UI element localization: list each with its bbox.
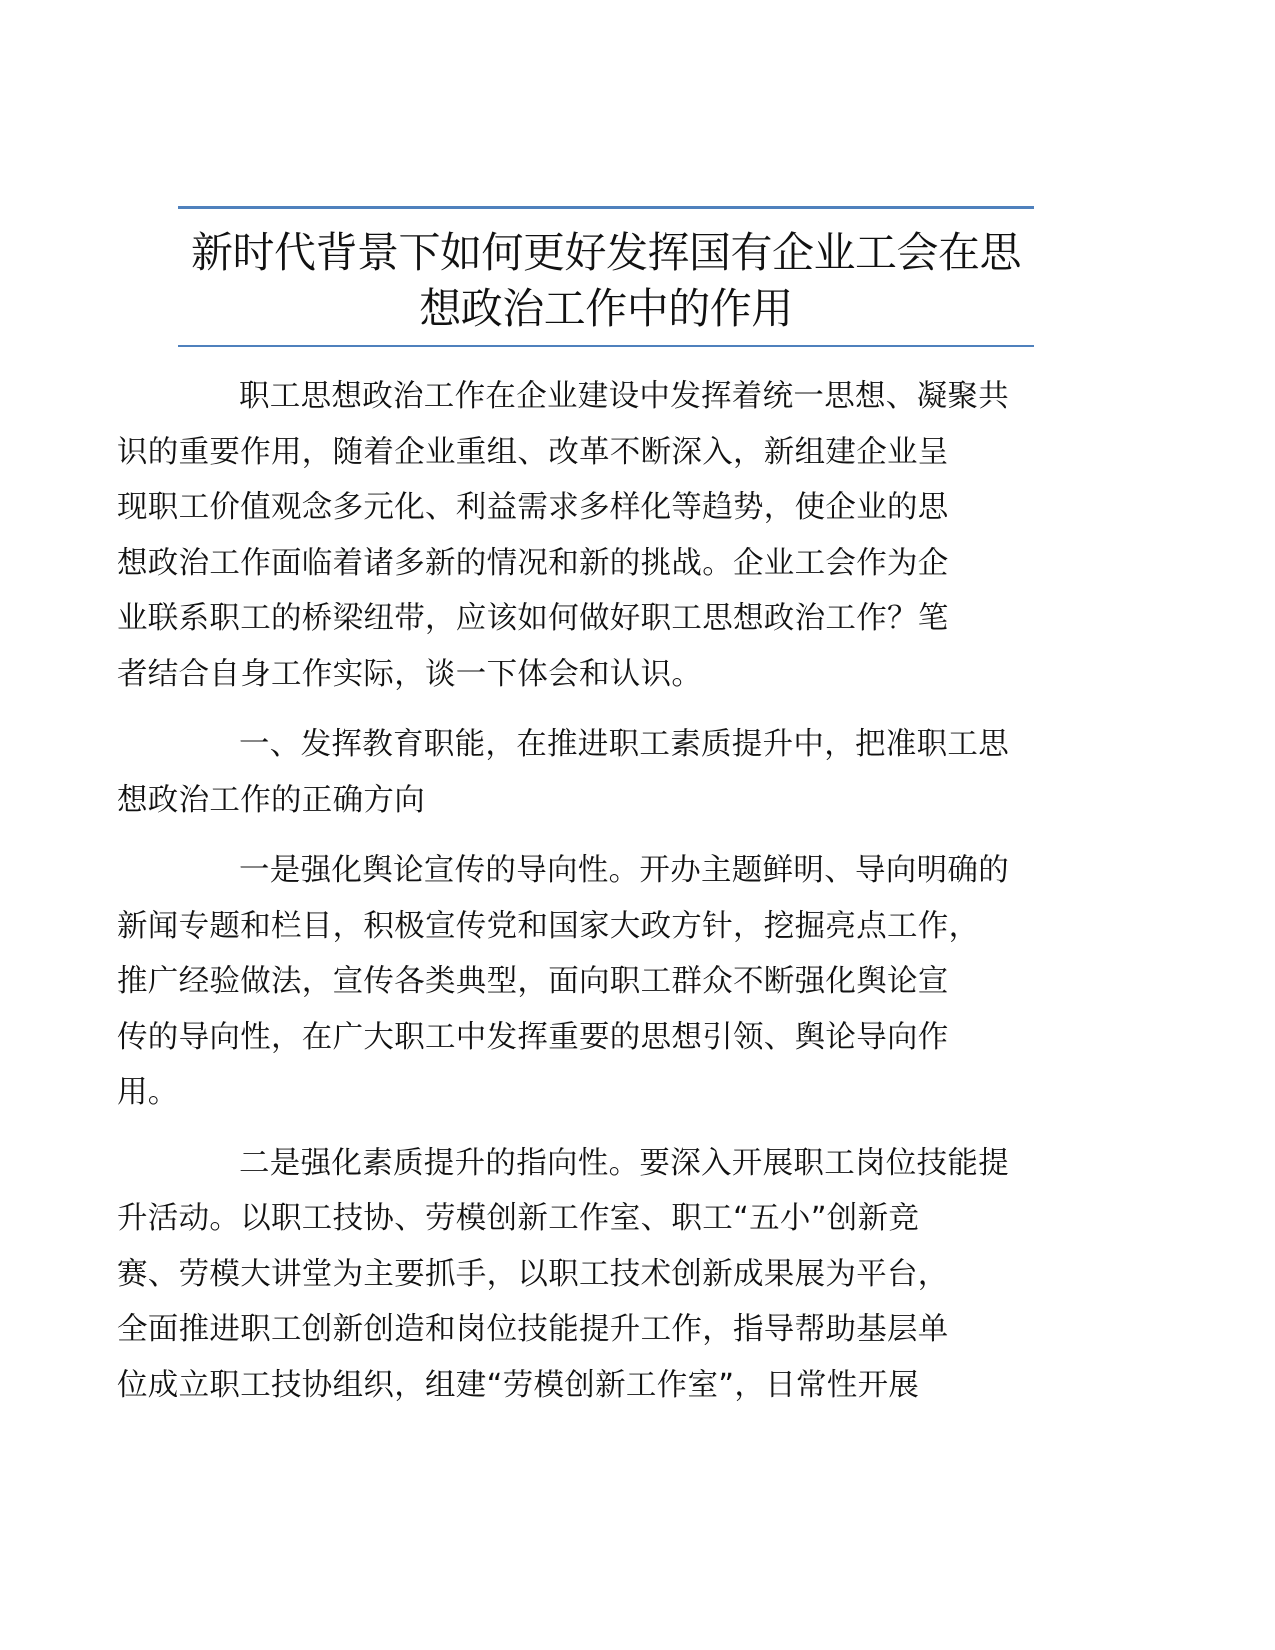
- paragraph-point-1: [117, 843, 1034, 1121]
- text-line: 升活动。以职工技协、劳模创新工作室、职工“五小”创新竞: [117, 1201, 920, 1236]
- text-line: 用。: [117, 1075, 179, 1110]
- text-line: 全面推进职工创新创造和岗位技能提升工作，指导帮助基层单: [117, 1312, 949, 1347]
- text-line: 一、发挥教育职能，在推进职工素质提升中，把准职工思: [239, 727, 1009, 762]
- text-line: 一是强化舆论宣传的导向性。开办主题鲜明、导向明确的: [239, 853, 1009, 888]
- title-line-1: 新时代背景下如何更好发挥国有企业工会在思: [190, 228, 1021, 277]
- text-line: 业联系职工的桥梁纽带，应该如何做好职工思想政治工作？笔: [117, 601, 949, 636]
- text-line: 现职工价值观念多元化、利益需求多样化等趋势，使企业的思: [117, 490, 949, 525]
- text-line: 二是强化素质提升的指向性。要深入开展职工岗位技能提: [239, 1145, 1009, 1181]
- document-title: [178, 206, 1034, 347]
- text-line: 推广经验做法，宣传各类典型，面向职工群众不断强化舆论宣: [117, 964, 949, 999]
- text-line: 识的重要作用，随着企业重组、改革不断深入，新组建企业呈: [117, 434, 949, 470]
- text-line: 想政治工作面临着诸多新的情况和新的挑战。企业工会作为企: [117, 545, 949, 581]
- paragraph-intro: [117, 369, 1034, 702]
- title-line-2: 想政治工作中的作用: [419, 284, 793, 333]
- text-line: 想政治工作的正确方向: [117, 782, 425, 818]
- document-page: [117, 206, 1034, 1428]
- text-line: 新闻专题和栏目，积极宣传党和国家大政方针，挖掘亮点工作，: [117, 908, 980, 944]
- text-line: 职工思想政治工作在企业建设中发挥着统一思想、凝聚共: [239, 379, 1009, 414]
- section-heading-1: [117, 717, 1034, 828]
- text-line: 赛、劳模大讲堂为主要抓手，以职工技术创新成果展为平台，: [117, 1256, 949, 1292]
- paragraph-point-2: [117, 1136, 1034, 1414]
- document-body: [117, 369, 1034, 1413]
- text-line: 传的导向性，在广大职工中发挥重要的思想引领、舆论导向作: [117, 1019, 949, 1055]
- text-line: 者结合自身工作实际，谈一下体会和认识。: [117, 656, 703, 692]
- text-line: 位成立职工技协组织，组建“劳模创新工作室”，日常性开展: [117, 1367, 920, 1403]
